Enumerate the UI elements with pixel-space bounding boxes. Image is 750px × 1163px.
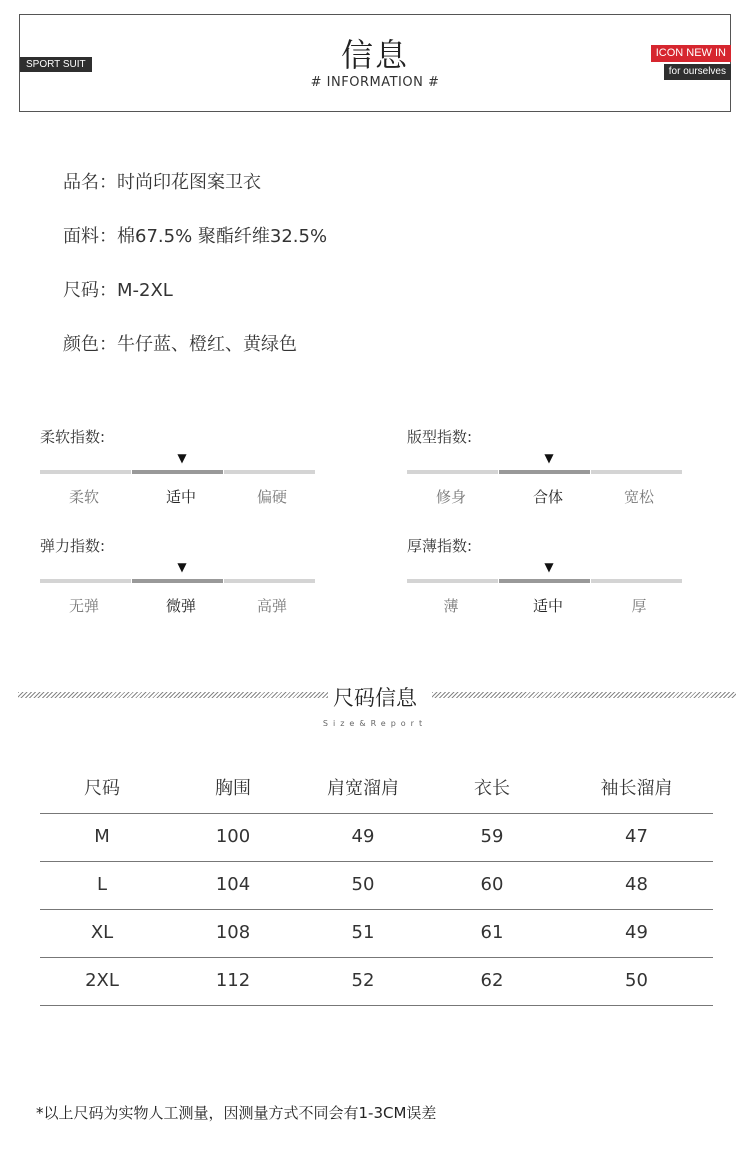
info-label: 尺码： (63, 280, 117, 301)
table-header-cell: 衣长 (474, 778, 510, 799)
table-cell: L (96, 874, 108, 895)
thickness-scale-bar (407, 579, 682, 583)
table-cell: 48 (625, 874, 648, 895)
elasticity-option-selected: 微弹 (165, 597, 196, 615)
table-cell: 50 (625, 970, 648, 991)
table-cell: XL (90, 922, 114, 943)
table-row (40, 957, 713, 1006)
scale-segment (40, 579, 131, 583)
table-cell: 60 (480, 874, 504, 895)
table-cell: 52 (351, 970, 375, 991)
info-value: 时尚印花图案卫衣 (117, 172, 261, 193)
info-value: 牛仔蓝、橙红、黄绿色 (117, 334, 297, 355)
table-header-cell: 袖长溜肩 (600, 778, 673, 799)
table-cell: 59 (480, 826, 504, 847)
size-section-title: 尺码信息 (333, 686, 417, 710)
thickness-option-selected: 适中 (532, 597, 563, 615)
elasticity-scale-bar (40, 579, 315, 583)
fit-option: 宽松 (623, 488, 654, 506)
thickness-index-title: 厚薄指数: (407, 537, 473, 555)
sport-suit-badge: SPORT SUIT (20, 57, 92, 72)
scale-segment (591, 470, 682, 474)
softness-index-title: 柔软指数: (40, 428, 106, 446)
elasticity-marker-icon: ▼ (177, 560, 187, 574)
table-cell: 62 (480, 970, 504, 991)
table-row (40, 909, 713, 958)
scale-segment (591, 579, 682, 583)
fit-marker-icon: ▼ (544, 451, 554, 465)
table-header-cell: 胸围 (215, 778, 251, 799)
table-cell: 104 (215, 874, 251, 895)
softness-scale-bar (40, 470, 315, 474)
table-cell: 61 (480, 922, 504, 943)
page-title: 信息 (340, 36, 409, 74)
table-cell: 50 (351, 874, 375, 895)
table-cell: 49 (351, 826, 375, 847)
softness-option-selected: 适中 (165, 488, 196, 506)
fit-option-selected: 合体 (532, 488, 563, 506)
fit-index-title: 版型指数: (407, 428, 473, 446)
table-cell: 100 (215, 826, 251, 847)
info-label: 面料： (63, 226, 117, 247)
softness-option: 柔软 (68, 488, 99, 506)
info-value: M-2XL (117, 280, 173, 301)
thickness-option: 薄 (443, 597, 459, 615)
fit-scale-bar (407, 470, 682, 474)
page-subtitle: # INFORMATION # (310, 75, 440, 90)
table-cell: 112 (215, 970, 251, 991)
info-row-fabric (63, 222, 327, 248)
info-label: 品名： (63, 172, 117, 193)
scale-segment (40, 470, 131, 474)
size-section-subtitle: Size&Report (322, 719, 428, 728)
measurement-note: *以上尺码为实物人工测量，因测量方式不同会有1-3CM误差 (36, 1104, 437, 1122)
scale-segment (407, 579, 498, 583)
info-row-name (63, 168, 261, 194)
info-row-size (63, 276, 173, 302)
scale-segment-selected (499, 579, 590, 583)
thickness-marker-icon: ▼ (544, 560, 554, 574)
elasticity-option: 高弹 (256, 597, 287, 615)
scale-segment (224, 579, 315, 583)
table-cell: 2XL (85, 970, 119, 991)
table-row (40, 813, 713, 862)
info-row-color (63, 330, 297, 356)
table-cell: 49 (625, 922, 648, 943)
softness-option: 偏硬 (256, 488, 287, 506)
scale-segment-selected (132, 470, 223, 474)
scale-segment-selected (132, 579, 223, 583)
scale-segment (407, 470, 498, 474)
table-cell: M (94, 826, 110, 847)
table-header-cell: 肩宽溜肩 (327, 778, 399, 799)
scale-segment-selected (499, 470, 590, 474)
table-cell: 47 (625, 826, 648, 847)
table-header-cell: 尺码 (84, 778, 120, 799)
elasticity-option: 无弹 (68, 597, 99, 615)
for-ourselves-badge: for ourselves (664, 64, 731, 80)
elasticity-index-title: 弹力指数: (40, 537, 106, 555)
thickness-option: 厚 (631, 597, 647, 615)
icon-new-in-badge: ICON NEW IN (651, 45, 731, 62)
scale-segment (224, 470, 315, 474)
table-header-row (40, 765, 713, 814)
softness-marker-icon: ▼ (177, 451, 187, 465)
table-cell: 51 (351, 922, 375, 943)
table-row (40, 861, 713, 910)
info-label: 颜色： (63, 334, 117, 355)
fit-option: 修身 (435, 488, 466, 506)
info-value: 棉67.5% 聚酯纤维32.5% (117, 226, 328, 247)
table-cell: 108 (215, 922, 251, 943)
